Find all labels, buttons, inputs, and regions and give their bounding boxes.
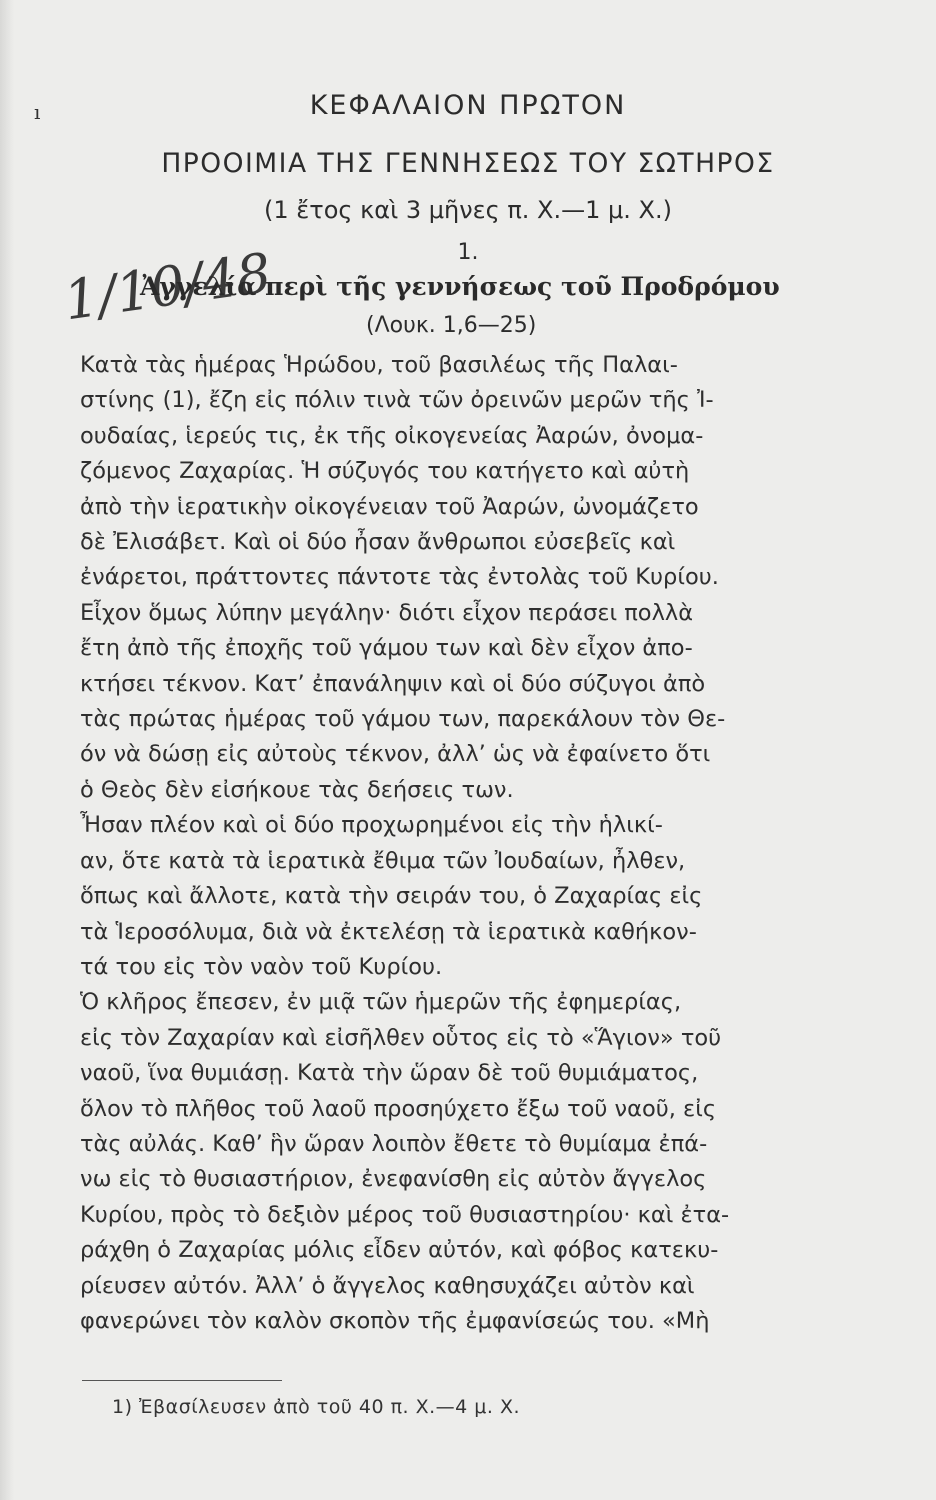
text-line: δὲ Ἐλισάβετ. Καὶ οἱ δύο ἦσαν ἄνθρωποι εὐσεβεῖς καὶ	[80, 529, 676, 556]
text-line: τὰ Ἱεροσόλυμα, διὰ νὰ ἐκτελέσῃ τὰ ἱερατικὰ καθήκον-	[80, 918, 697, 945]
handwritten-note: 1/10/48	[60, 241, 275, 333]
text-line: ναοῦ, ἵνα θυμιάσῃ. Κατὰ τὴν ὥραν δὲ τοῦ θυμιάματος,	[80, 1060, 699, 1087]
body-text	[80, 348, 850, 1339]
text-line: ἐνάρετοι, πράττοντες πάντοτε τὰς ἐντολὰς τοῦ Κυρίου.	[80, 564, 719, 591]
text-line: ρίευσεν αὐτόν. Ἀλλ’ ὁ ἄγγελος καθησυχάζει αὐτὸν καὶ	[80, 1272, 695, 1299]
paragraph-1	[80, 348, 850, 808]
text-line: εἰς τὸν Ζαχαρίαν καὶ εἰσῆλθεν οὗτος εἰς τὸ «Ἅγιον» τοῦ	[80, 1024, 722, 1051]
page-edge	[0, 0, 14, 1500]
text-line: Ὁ κλῆρος ἔπεσεν, ἐν μιᾷ τῶν ἡμερῶν τῆς ἐφημερίας,	[80, 989, 682, 1016]
text-line: Εἶχον ὅμως λύπην μεγάλην· διότι εἶχον περάσει πολλὰ	[80, 599, 694, 626]
footnote-rule	[82, 1380, 282, 1381]
text-line: ὅπως καὶ ἄλλοτε, κατὰ τὴν σειράν του, ὁ Ζαχαρίας εἰς	[80, 883, 703, 910]
text-line: φανερώνει τὸν καλὸν σκοπὸν τῆς ἐμφανίσεώς του. «Μὴ	[80, 1307, 710, 1334]
text-line: ζόμενος Ζαχαρίας. Ἡ σύζυγός του κατήγετο καὶ αὐτὴ	[80, 458, 690, 485]
text-line: ράχθη ὁ Ζαχαρίας μόλις εἶδεν αὐτόν, καὶ φόβος κατεκυ-	[80, 1237, 719, 1264]
text-line: ὅλον τὸ πλῆθος τοῦ λαοῦ προσηύχετο ἔξω τοῦ ναοῦ, εἰς	[80, 1095, 717, 1122]
chapter-heading: ΚΕΦΑΛΑΙΟΝ ΠΡΩΤΟΝ	[309, 90, 627, 121]
text-line: τά του εἰς τὸν ναὸν τοῦ Κυρίου.	[80, 953, 443, 980]
text-line: αν, ὅτε κατὰ τὰ ἱερατικὰ ἔθιμα τῶν Ἰουδαίων, ἦλθεν,	[80, 847, 686, 874]
date-range-subtitle: (1 ἔτος καὶ 3 μῆνες π. Χ.—1 μ. Χ.)	[264, 196, 672, 224]
text-line: τὰς πρώτας ἡμέρας τοῦ γάμου των, παρεκάλουν τὸν Θε-	[80, 706, 726, 733]
text-line: στίνης (1), ἔζη εἰς πόλιν τινὰ τῶν ὀρεινῶν μερῶν τῆς Ἰ-	[80, 387, 714, 414]
text-line: όν νὰ δώσῃ εἰς αὐτοὺς τέκνον, ἀλλ’ ὡς νὰ ἐφαίνετο ὅτι	[80, 741, 711, 768]
text-line: ὁ Θεὸς δὲν εἰσήκουε τὰς δεήσεις των.	[80, 776, 514, 803]
text-line: νω εἰς τὸ θυσιαστήριον, ἐνεφανίσθη εἰς αὐτὸν ἄγγελος	[80, 1166, 707, 1193]
text-line: ουδαίας, ἱερεύς τις, ἐκ τῆς οἰκογενείας Ἀαρών, ὀνομα-	[80, 422, 704, 449]
paragraph-2	[80, 808, 850, 985]
text-line: ἔτη ἀπὸ τῆς ἐποχῆς τοῦ γάμου των καὶ δὲν εἶχον ἀπο-	[80, 635, 693, 662]
text-line: Κυρίου, πρὸς τὸ δεξιὸν μέρος τοῦ θυσιαστηρίου· καὶ ἐτα-	[80, 1201, 730, 1228]
text-line: τὰς αὐλάς. Καθ’ ἣν ὥραν λοιπὸν ἔθετε τὸ θυμίαμα ἐπά-	[80, 1130, 708, 1157]
footnote: 1) Ἐβασίλευσεν ἀπὸ τοῦ 40 π. Χ.—4 μ. Χ.	[112, 1396, 521, 1418]
text-line: Κατὰ τὰς ἡμέρας Ἡρώδου, τοῦ βασιλέως τῆς Παλαι-	[80, 352, 678, 378]
text-line: κτήσει τέκνον. Κατ’ ἐπανάληψιν καὶ οἱ δύο σύζυγοι ἀπὸ	[80, 670, 706, 697]
text-line: Ἦσαν πλέον καὶ οἱ δύο προχωρημένοι εἰς τὴν ἡλικί-	[80, 812, 663, 839]
paragraph-3	[80, 985, 850, 1339]
page-mark: ı	[34, 100, 41, 124]
page-title: ΠΡΟΟΙΜΙΑ ΤΗΣ ΓΕΝΝΗΣΕΩΣ ΤΟΥ ΣΩΤΗΡΟΣ	[161, 148, 775, 179]
text-line: ἀπὸ τὴν ἱερατικὴν οἰκογένειαν τοῦ Ἀαρών, ὠνομάζετο	[80, 493, 699, 520]
scripture-reference: (Λουκ. 1,6—25)	[366, 313, 537, 338]
section-number: 1.	[457, 240, 479, 265]
section-title: Ἀγγελία περὶ τῆς γεννήσεως τοῦ Προδρόμου	[140, 272, 780, 301]
